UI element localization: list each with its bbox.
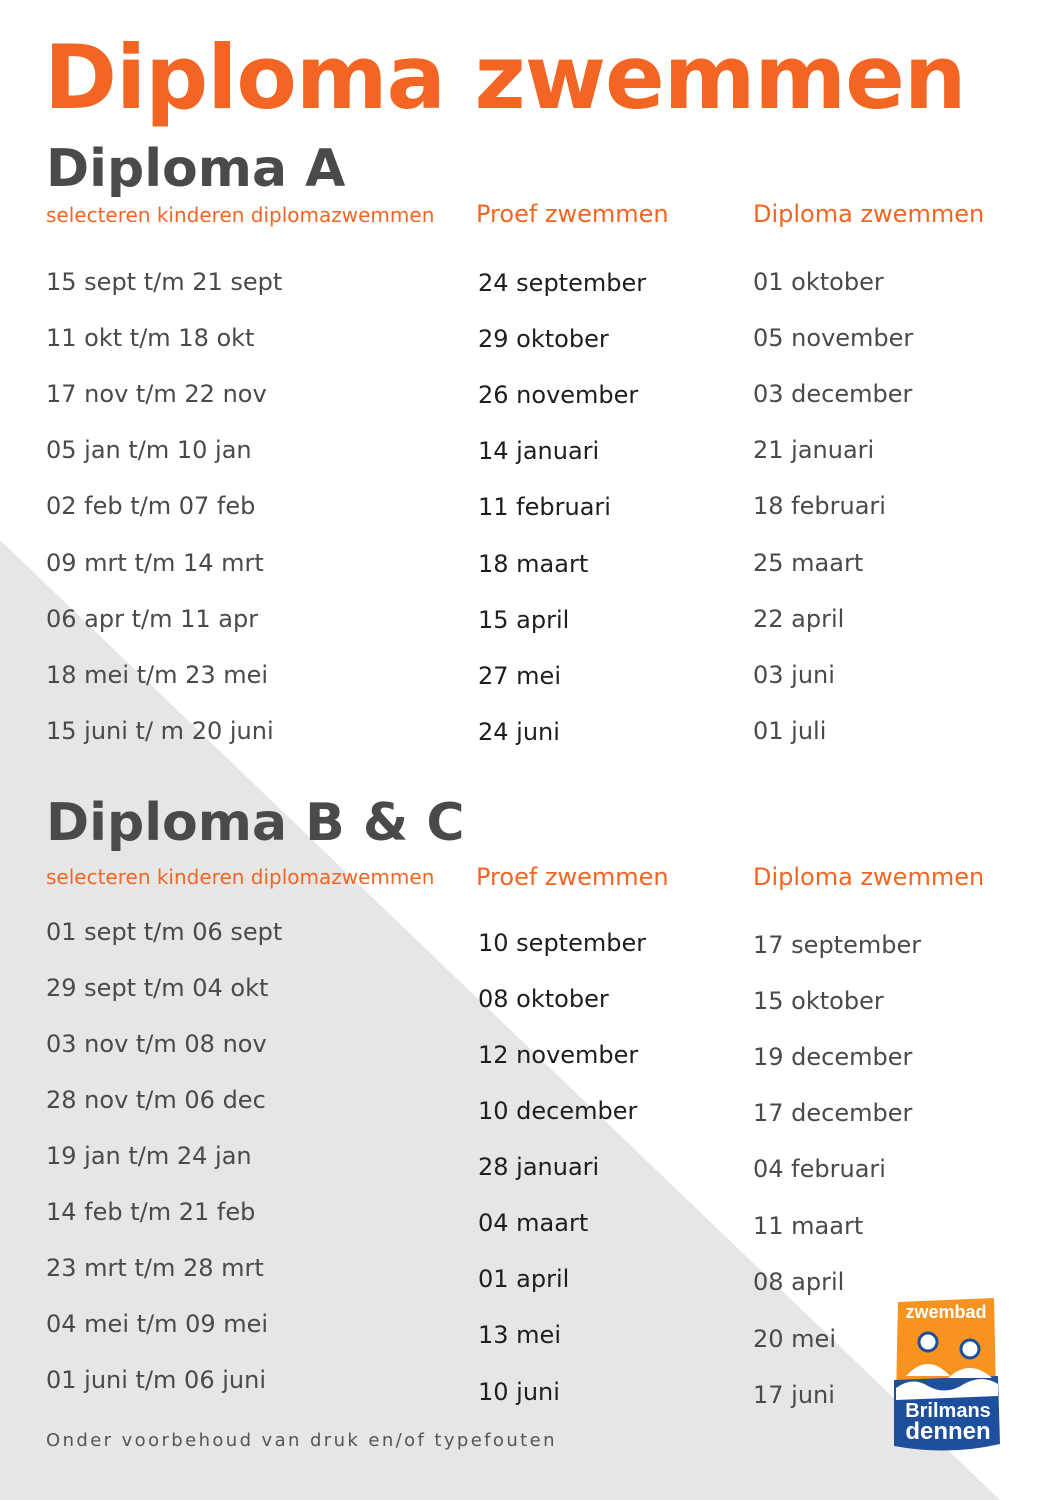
- table-cell: 12 november: [478, 1041, 639, 1069]
- table-cell: 13 mei: [478, 1321, 561, 1349]
- table-cell: 18 maart: [478, 550, 589, 578]
- table-cell: 18 februari: [753, 492, 886, 520]
- table-cell: 18 mei t/m 23 mei: [46, 661, 269, 689]
- table-cell: 03 december: [753, 380, 913, 408]
- section-heading-diploma-bc: Diploma B & C: [46, 793, 465, 853]
- table-cell: 15 sept t/m 21 sept: [46, 268, 283, 296]
- table-cell: 14 januari: [478, 437, 600, 465]
- column-header-diploma: Diploma zwemmen: [753, 863, 985, 891]
- table-cell: 21 januari: [753, 436, 875, 464]
- section-heading-diploma-a: Diploma A: [46, 139, 346, 199]
- table-cell: 01 sept t/m 06 sept: [46, 918, 283, 946]
- table-cell: 28 nov t/m 06 dec: [46, 1086, 266, 1114]
- logo-name-line1: Brilmans: [905, 1400, 991, 1422]
- table-cell: 01 oktober: [753, 268, 884, 296]
- table-cell: 10 juni: [478, 1378, 560, 1406]
- column-header-proef: Proef zwemmen: [476, 200, 669, 228]
- table-cell: 03 nov t/m 08 nov: [46, 1030, 267, 1058]
- table-cell: 11 maart: [753, 1212, 864, 1240]
- table-cell: 05 november: [753, 324, 914, 352]
- table-cell: 15 april: [478, 606, 570, 634]
- table-cell: 15 juni t/ m 20 juni: [46, 717, 274, 745]
- table-cell: 24 september: [478, 269, 647, 297]
- table-cell: 08 april: [753, 1268, 845, 1296]
- table-cell: 17 december: [753, 1099, 913, 1127]
- table-cell: 04 mei t/m 09 mei: [46, 1310, 269, 1338]
- table-cell: 05 jan t/m 10 jan: [46, 436, 252, 464]
- table-cell: 20 mei: [753, 1325, 836, 1353]
- table-cell: 02 feb t/m 07 feb: [46, 492, 256, 520]
- disclaimer-footer: Onder voorbehoud van druk en/of typefouten: [46, 1430, 557, 1451]
- table-cell: 09 mrt t/m 14 mrt: [46, 549, 264, 577]
- table-cell: 04 februari: [753, 1155, 886, 1183]
- table-cell: 17 nov t/m 22 nov: [46, 380, 267, 408]
- page-title: Diploma zwemmen: [44, 26, 966, 129]
- table-cell: 19 jan t/m 24 jan: [46, 1142, 252, 1170]
- table-cell: 25 maart: [753, 549, 864, 577]
- column-header-selecteren: selecteren kinderen diplomazwemmen: [46, 203, 435, 227]
- table-cell: 22 april: [753, 605, 845, 633]
- column-header-selecteren: selecteren kinderen diplomazwemmen: [46, 865, 435, 889]
- table-cell: 29 oktober: [478, 325, 609, 353]
- table-cell: 10 december: [478, 1097, 638, 1125]
- column-header-diploma: Diploma zwemmen: [753, 200, 985, 228]
- table-cell: 08 oktober: [478, 985, 609, 1013]
- table-cell: 17 juni: [753, 1381, 835, 1409]
- table-cell: 03 juni: [753, 661, 835, 689]
- table-cell: 27 mei: [478, 662, 561, 690]
- table-cell: 06 apr t/m 11 apr: [46, 605, 259, 633]
- table-cell: 11 okt t/m 18 okt: [46, 324, 255, 352]
- table-cell: 23 mrt t/m 28 mrt: [46, 1254, 264, 1282]
- table-cell: 14 feb t/m 21 feb: [46, 1198, 256, 1226]
- table-cell: 01 juli: [753, 717, 827, 745]
- table-cell: 26 november: [478, 381, 639, 409]
- table-cell: 15 oktober: [753, 987, 884, 1015]
- table-cell: 11 februari: [478, 493, 611, 521]
- table-cell: 29 sept t/m 04 okt: [46, 974, 269, 1002]
- table-cell: 28 januari: [478, 1153, 600, 1181]
- table-cell: 19 december: [753, 1043, 913, 1071]
- table-cell: 01 april: [478, 1265, 570, 1293]
- logo-name-line2: dennen: [905, 1418, 991, 1445]
- table-cell: 17 september: [753, 931, 922, 959]
- table-cell: 24 juni: [478, 718, 560, 746]
- logo-top-text: zwembad: [905, 1302, 987, 1322]
- column-header-proef: Proef zwemmen: [476, 863, 669, 891]
- table-cell: 01 juni t/m 06 juni: [46, 1366, 266, 1394]
- brilmans-dennen-logo: [892, 1296, 1000, 1452]
- table-cell: 04 maart: [478, 1209, 589, 1237]
- table-cell: 10 september: [478, 929, 647, 957]
